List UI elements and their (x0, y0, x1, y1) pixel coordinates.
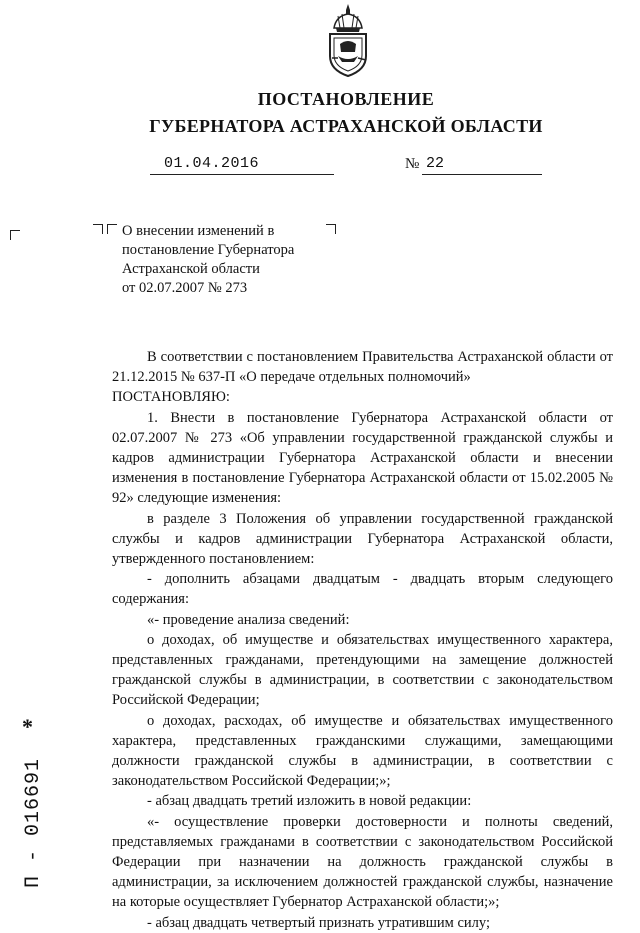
issuer-title: ГУБЕРНАТОРА АСТРАХАНСКОЙ ОБЛАСТИ (149, 116, 543, 136)
subject-line: постановление Губернатора (122, 242, 295, 258)
subject-line: О внесении изменений в (122, 223, 275, 239)
registration-star: * (22, 714, 33, 739)
document-subject (122, 222, 294, 298)
body-paragraph: 1. Внести в постановление Губернатора Астраханской области от 02.07.2007 № 273 «Об управлении государственной гражданской службы и кадров администрации Губернатора Астраханской области и внесении изменения в постановление Губернатора Астраханской области от 15.02.2005 № 92» следующие изменения: (112, 409, 613, 507)
body-paragraph: «- осуществление проверки достоверности и полноты сведений, представляемых гражданами в соответствии с законодательством Российской Федерации при назначении на должность гражданской службы в администрации, за исключением должностей гражданской службы, назначение на которые осуществляет Губернатор Астраханской области;»; (112, 813, 613, 911)
document-title: ПОСТАНОВЛЕНИЕ (257, 89, 435, 109)
subject-line: Астраханской области (122, 261, 260, 277)
body-paragraph: «- проведение анализа сведений: (147, 611, 350, 628)
body-paragraph: в разделе 3 Положения об управлении государственной гражданской службы и кадров администрации Губернатора Астраханской области, утвержденного постановлением: (112, 510, 613, 568)
document-number: 22 (426, 155, 445, 172)
document-date: 01.04.2016 (164, 155, 260, 172)
subject-line: от 02.07.2007 № 273 (122, 280, 248, 296)
date-underline (150, 174, 334, 175)
number-underline (422, 174, 542, 175)
subject-corner-mark (326, 224, 336, 234)
margin-corner-mark (10, 230, 20, 240)
document-body (112, 347, 613, 933)
body-paragraph: о доходах, об имуществе и обязательствах имущественного характера, представленных гражданами, претендующими на замещение должностей гражданской службы в администрации, в соответствии с законодательством Российской Федерации; (112, 631, 613, 709)
coat-of-arms-emblem (322, 2, 374, 78)
body-paragraph: о доходах, расходах, об имуществе и обязательствах имущественного характера, представленных гражданскими служащими, замещающими должности гражданской службы в администрации, в соответствии с законодательством Российской Федерации;»; (112, 712, 613, 790)
registration-number-stamp: П - 016691 (22, 757, 45, 888)
body-paragraph: - абзац двадцать третий изложить в новой редакции: (147, 793, 472, 810)
body-paragraph: - абзац двадцать четвертый признать утратившим силу; (147, 914, 490, 931)
number-sign: № (405, 156, 420, 172)
decree-word: ПОСТАНОВЛЯЮ: (112, 389, 230, 406)
body-paragraph: В соответствии с постановлением Правительства Астраханской области от 21.12.2015 № 637-П «О передаче отдельных полномочий» (112, 349, 613, 386)
body-paragraph: - дополнить абзацами двадцатым - двадцать вторым следующего содержания: (112, 571, 613, 608)
subject-corner-mark (107, 224, 117, 234)
margin-corner-mark (93, 224, 103, 234)
